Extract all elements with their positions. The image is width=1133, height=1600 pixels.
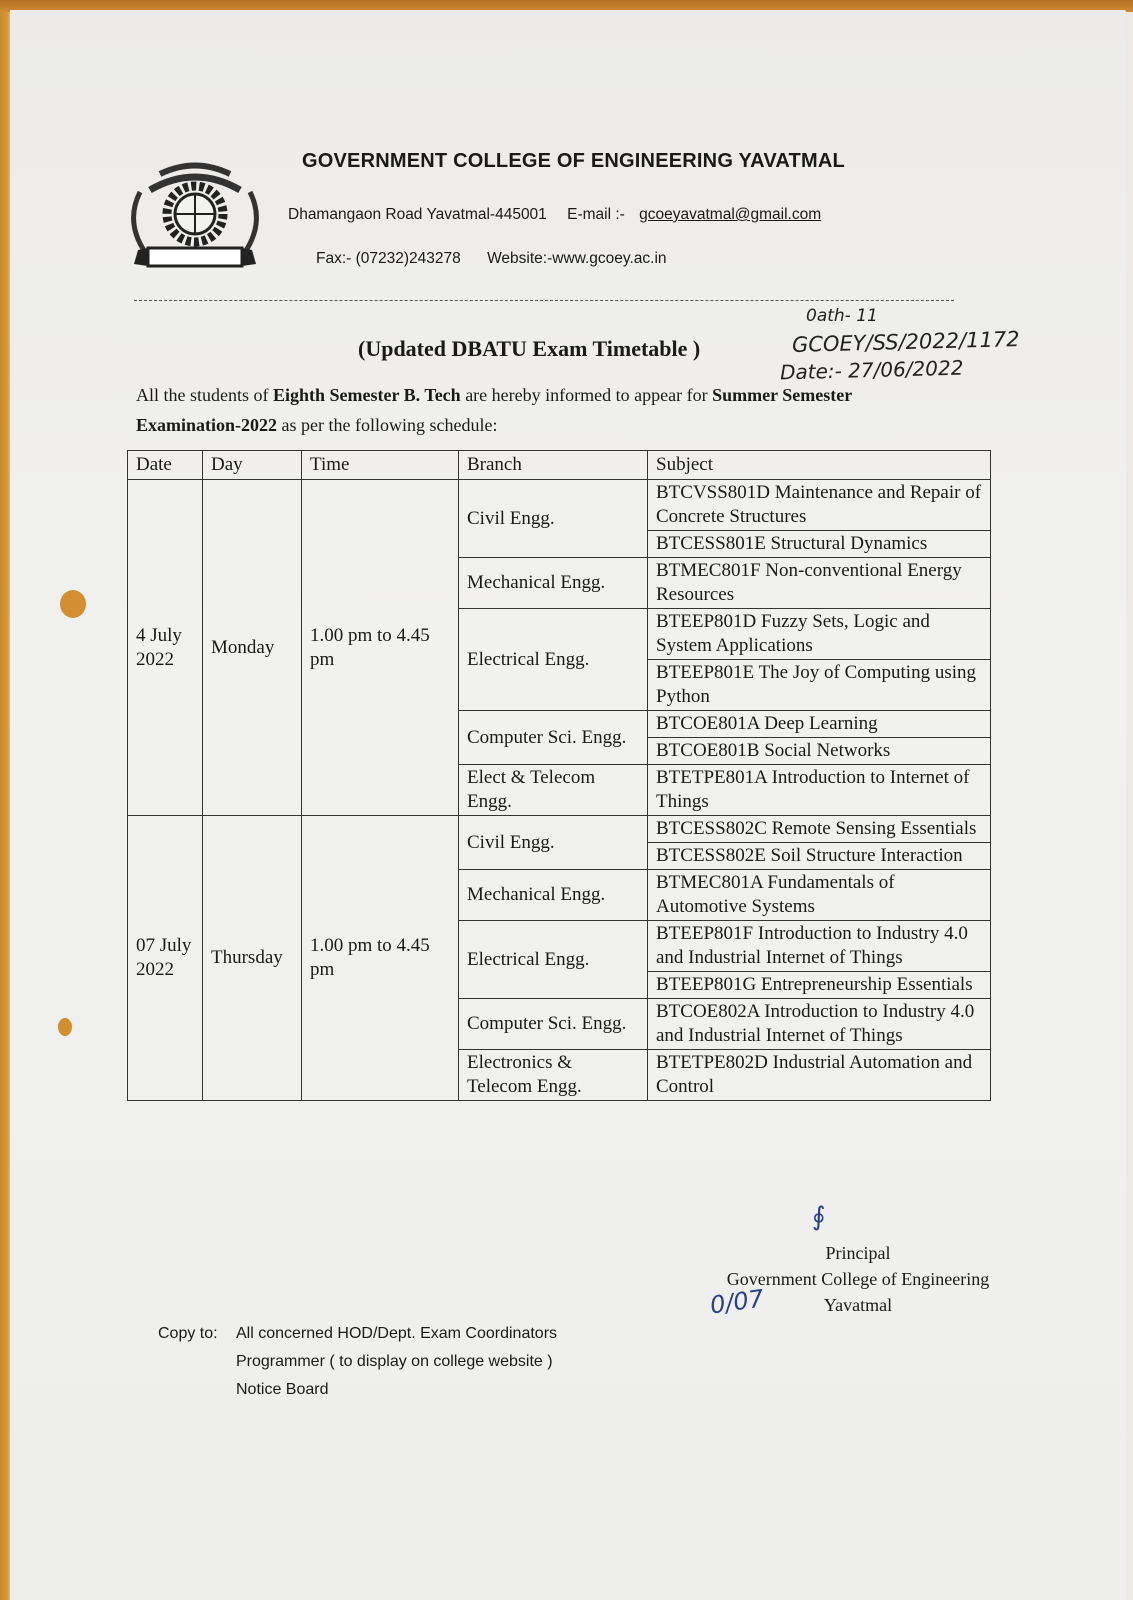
address-line (288, 206, 821, 224)
date-cell: 4 July 2022 (128, 480, 203, 816)
email-link[interactable]: gcoeyavatmal@gmail.com (639, 206, 822, 223)
stain-mark (58, 1018, 72, 1036)
subject-cell: BTMEC801A Fundamentals of Automotive Systems (648, 870, 991, 921)
branch-cell: Civil Engg. (459, 480, 648, 558)
table-row (128, 816, 991, 843)
website[interactable]: Website:-www.gcoey.ac.in (487, 250, 667, 267)
copy-recipient: Programmer ( to display on college website ) (236, 1353, 553, 1370)
time-cell: 1.00 pm to 4.45 pm (302, 816, 459, 1101)
contact-line (316, 250, 667, 268)
branch-cell: Computer Sci. Engg. (459, 711, 648, 765)
branch-cell: Electrical Engg. (459, 921, 648, 999)
table-row (128, 480, 991, 531)
subject-cell: BTETPE801A Introduction to Internet of Things (648, 765, 991, 816)
signatory-org: Government College of Engineering (726, 1269, 990, 1289)
divider (134, 300, 954, 301)
handwritten-date: Date:- 27/06/2022 (779, 355, 964, 385)
header-time: Time (302, 451, 459, 480)
signatory-place: Yavatmal (823, 1295, 893, 1315)
signatory-title: Principal (825, 1243, 891, 1263)
copy-to-block (158, 1320, 557, 1404)
subject-cell: BTEEP801G Entrepreneurship Essentials (648, 972, 991, 999)
subject-cell: BTCESS802C Remote Sensing Essentials (648, 816, 991, 843)
branch-cell: Elect & Telecom Engg. (459, 765, 648, 816)
subject-cell: BTCESS802E Soil Structure Interaction (648, 843, 991, 870)
branch-cell: Electronics & Telecom Engg. (459, 1050, 648, 1101)
fax: Fax:- (07232)243278 (316, 250, 461, 267)
subject-cell: BTCOE802A Introduction to Industry 4.0 and Industrial Internet of Things (648, 999, 991, 1050)
copy-to-label: Copy to: (158, 1325, 218, 1342)
subject-cell: BTCVSS801D Maintenance and Repair of Concrete Structures (648, 480, 991, 531)
copy-recipient: All concerned HOD/Dept. Exam Coordinators (236, 1325, 558, 1342)
subject-cell: BTMEC801F Non-conventional Energy Resources (648, 558, 991, 609)
branch-cell: Mechanical Engg. (459, 558, 648, 609)
header-branch: Branch (459, 451, 648, 480)
para-exam: Summer Semester Examination-2022 (136, 385, 852, 435)
branch-cell: Computer Sci. Engg. (459, 999, 648, 1050)
date-cell: 07 July 2022 (128, 816, 203, 1101)
stain-mark (60, 590, 86, 618)
handwritten-reference: GCOEY/SS/2022/1172 (791, 327, 1020, 357)
header-day: Day (203, 451, 302, 480)
subject-cell: BTETPE802D Industrial Automation and Control (648, 1050, 991, 1101)
table-header-row (128, 451, 991, 480)
handwritten-outward-no: 0ath- 11 (806, 306, 878, 326)
subject-cell: BTEEP801D Fuzzy Sets, Logic and System Applications (648, 609, 991, 660)
exam-timetable (127, 450, 991, 1101)
signature-mark: ∮ (812, 1202, 826, 1232)
para-text: as per the following schedule: (277, 415, 498, 435)
handwritten-signature-date: 0/07 (708, 1284, 766, 1320)
notice-title: (Updated DBATU Exam Timetable ) (358, 336, 701, 361)
notice-paragraph (136, 380, 936, 440)
college-name: GOVERNMENT COLLEGE OF ENGINEERING YAVATMAL (302, 150, 845, 172)
para-text: All the students of (136, 385, 273, 405)
branch-cell: Civil Engg. (459, 816, 648, 870)
branch-cell: Mechanical Engg. (459, 870, 648, 921)
day-cell: Thursday (203, 816, 302, 1101)
subject-cell: BTEEP801E The Joy of Computing using Python (648, 660, 991, 711)
branch-cell: Electrical Engg. (459, 609, 648, 711)
day-cell: Monday (203, 480, 302, 816)
copy-recipient: Notice Board (236, 1381, 329, 1398)
para-text: are hereby informed to appear for (460, 385, 713, 405)
para-semester: Eighth Semester B. Tech (273, 385, 461, 405)
header-date: Date (128, 451, 203, 480)
subject-cell: BTCOE801A Deep Learning (648, 711, 991, 738)
subject-cell: BTCESS801E Structural Dynamics (648, 531, 991, 558)
time-cell: 1.00 pm to 4.45 pm (302, 480, 459, 816)
header-subject: Subject (648, 451, 991, 480)
address: Dhamangaon Road Yavatmal-445001 (288, 206, 547, 223)
subject-cell: BTCOE801B Social Networks (648, 738, 991, 765)
college-logo-icon (120, 152, 270, 272)
email-label: E-mail :- (567, 206, 625, 223)
subject-cell: BTEEP801F Introduction to Industry 4.0 and Industrial Internet of Things (648, 921, 991, 972)
